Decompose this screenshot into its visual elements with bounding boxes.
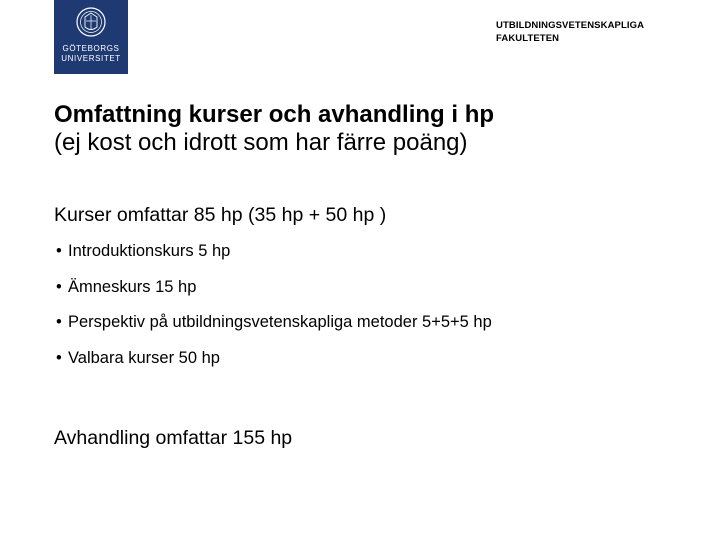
faculty-name-line1: UTBILDNINGSVETENSKAPLIGA	[496, 20, 645, 31]
slide-title-line2: (ej kost och idrott som har färre poäng)	[54, 129, 468, 156]
bullet-icon: •	[56, 242, 62, 260]
course-item-text: Introduktionskurs 5 hp	[68, 242, 231, 260]
faculty-name	[496, 19, 644, 45]
university-logo	[54, 0, 128, 74]
courses-intro: Kurser omfattar 85 hp (35 hp + 50 hp )	[54, 204, 387, 226]
bullet-icon: •	[56, 313, 62, 331]
bullet-icon: •	[56, 277, 62, 296]
course-item-text: Valbara kurser 50 hp	[68, 348, 220, 367]
logo-text-line1: GÖTEBORGS	[62, 44, 120, 53]
logo-text-line2: UNIVERSITET	[61, 54, 121, 63]
slide-title-line1: Omfattning kurser och avhandling i hp	[54, 101, 495, 128]
course-item-text: Perspektiv på utbildningsvetenskapliga metoder 5+5+5 hp	[68, 313, 492, 331]
thesis-scope: Avhandling omfattar 155 hp	[54, 427, 293, 449]
university-seal-icon	[54, 0, 128, 44]
course-item-text: Ämneskurs 15 hp	[68, 277, 197, 296]
faculty-name-line2: FAKULTETEN	[496, 33, 560, 44]
slide-title	[54, 101, 494, 157]
bullet-icon: •	[56, 348, 62, 367]
